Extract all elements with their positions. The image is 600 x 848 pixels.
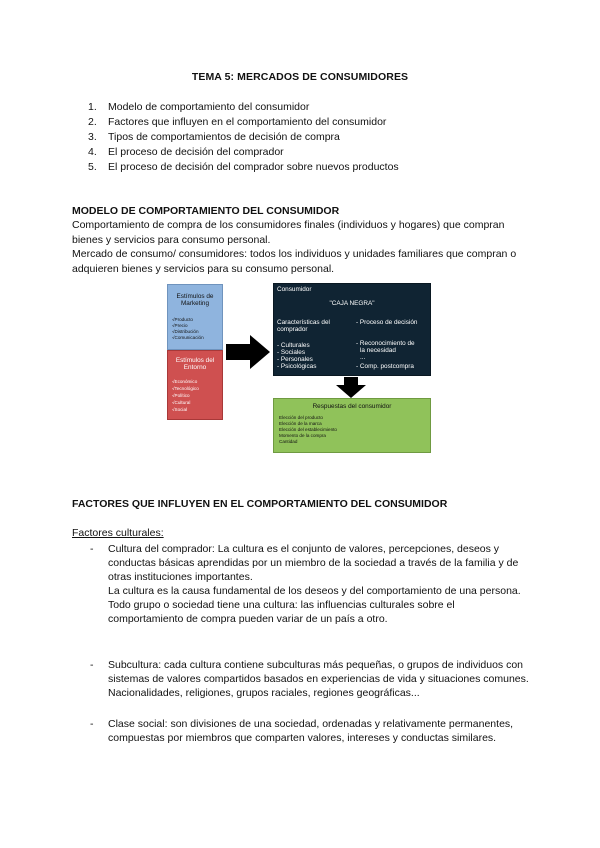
section-heading-factores: FACTORES QUE INFLUYEN EN EL COMPORTAMIENTO DEL CONSUMIDOR: [72, 498, 448, 510]
caracteristicas-label: Características del comprador: [277, 319, 330, 333]
respuesta-item: Elección del producto: [279, 415, 323, 420]
entorno-item: √Económico: [172, 379, 198, 384]
respuesta-item: Elección del establecimiento: [279, 427, 337, 432]
paso-item: la necesidad: [360, 347, 396, 354]
arrow-right-icon: [226, 335, 270, 369]
marketing-item: √Distribución: [172, 329, 199, 334]
list-item-subcultura: - Subcultura: cada cultura contiene subculturas más pequeñas, o grupos de individuos con sistemas de valores compartidos basados en experiencias de vida y situaciones comunes. Nacionalidades, religiones, grupos raciales, regiones geográficas...: [90, 659, 529, 699]
entorno-item: √Cultural: [172, 400, 191, 405]
paragraph-mercado: Mercado de consumo/ consumidores: todos los individuos y unidades familiares que compran o adquieren bienes y servicios para su consumo personal.: [72, 248, 517, 275]
toc-item: 4. El proceso de decisión del comprador: [88, 146, 284, 158]
entorno-item: √Social: [172, 407, 188, 412]
entorno-title: Estímulos del Entorno: [175, 357, 215, 371]
factor-item: - Personales: [277, 356, 313, 363]
paso-item: - Comp. postcompra: [356, 363, 414, 370]
paragraph-definition: Comportamiento de compra de los consumidores finales (individuos y hogares) que compran bienes y servicios para consumo personal.: [72, 219, 505, 246]
page-title: TEMA 5: MERCADOS DE CONSUMIDORES: [191, 71, 409, 83]
marketing-item: √Comunicación: [172, 335, 204, 340]
marketing-item: √Producto: [172, 317, 193, 322]
paso-item: - Reconocimiento de: [356, 340, 415, 347]
proceso-label: - Proceso de decisión: [356, 319, 418, 326]
respuesta-item: Momento de la compra: [279, 433, 326, 438]
paso-item: ...: [360, 354, 366, 361]
section-heading-modelo: MODELO DE COMPORTAMIENTO DEL CONSUMIDOR: [72, 205, 340, 217]
entorno-item: √Tecnológico: [172, 386, 199, 391]
factor-item: - Sociales: [277, 349, 306, 356]
consumidor-label: Consumidor: [277, 286, 312, 293]
entorno-item: √Político: [172, 393, 190, 398]
list-item-clase-social: - Clase social: son divisiones de una sociedad, ordenadas y relativamente permanentes, compuestas por miembros que comparten valores, intereses y conductas similares.: [90, 718, 514, 744]
factor-item: - Psicológicas: [277, 363, 317, 370]
toc-item: 3. Tipos de comportamientos de decisión de compra: [88, 131, 340, 143]
toc-item: 1. Modelo de comportamiento del consumidor: [88, 101, 310, 113]
respuesta-item: Cantidad: [279, 439, 298, 444]
caja-negra-label: "CAJA NEGRA": [329, 300, 375, 307]
arrow-down-icon: [336, 377, 366, 398]
subheading-culturales: Factores culturales:: [72, 527, 164, 539]
toc-item: 5. El proceso de decisión del comprador sobre nuevos productos: [88, 161, 399, 173]
marketing-item: √Precio: [172, 323, 188, 328]
marketing-title: Estímulos de Marketing: [176, 293, 214, 307]
toc-item: 2. Factores que influyen en el comportamiento del consumidor: [88, 116, 387, 128]
list-item-cultura: - Cultura del comprador: La cultura es el conjunto de valores, percepciones, deseos y conductas básicas aprendidas por un miembro de la sociedad a través de la familia y de otras instituciones importantes. La cultura es la causa fundamental de los deseos y del comportamiento de una persona. Todo grupo o sociedad tiene una cultura: las influencias culturales sobre el comportamiento de compra pueden variar de un país a otro.: [90, 543, 521, 625]
respuestas-title: Respuestas del consumidor: [312, 403, 392, 410]
factor-item: - Culturales: [277, 342, 310, 349]
respuesta-item: Elección de la marca: [279, 421, 322, 426]
